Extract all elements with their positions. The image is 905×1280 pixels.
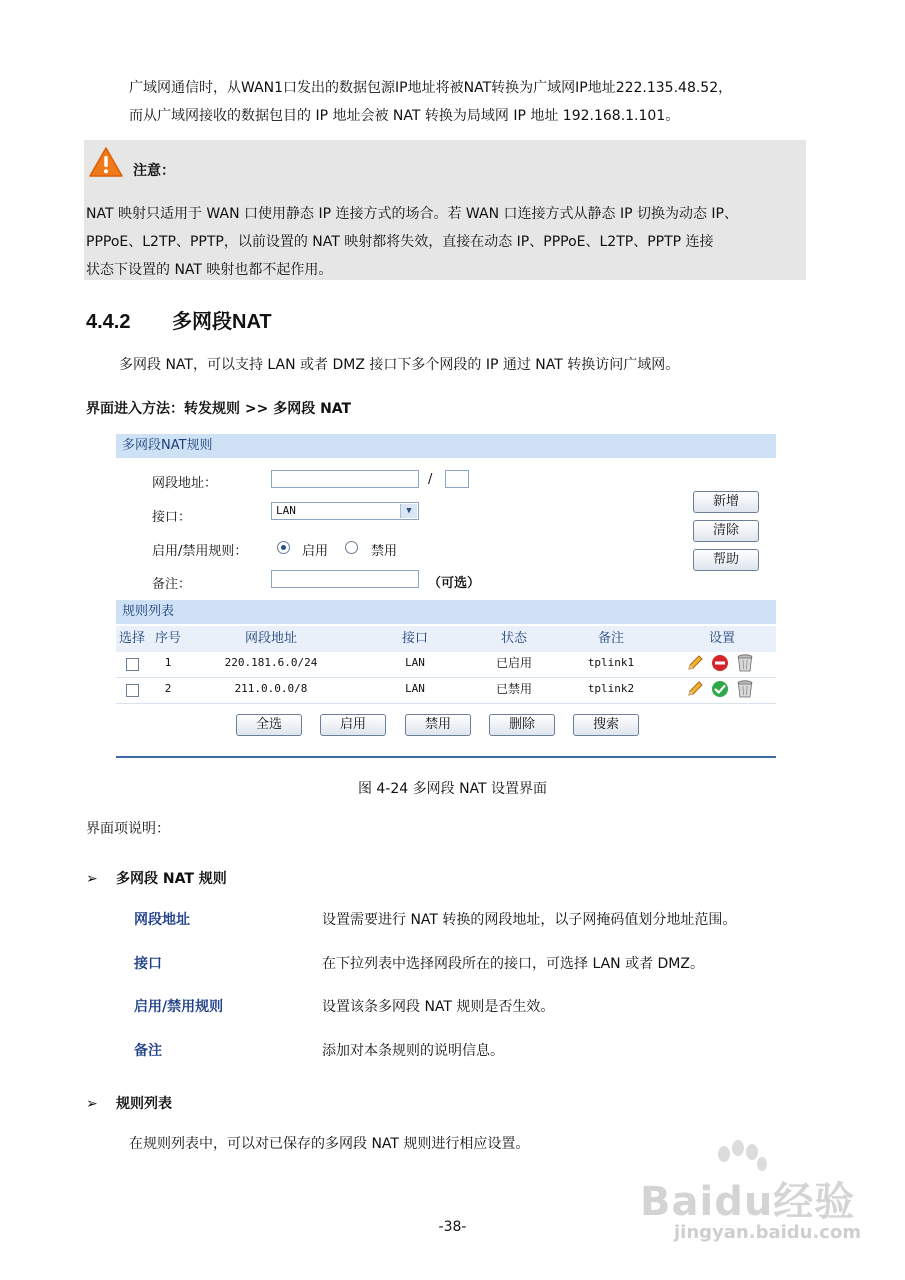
list-bar: 规则列表 [116,600,776,624]
help-button[interactable]: 帮助 [693,549,759,571]
segment-input[interactable] [271,470,419,488]
enable-check-icon[interactable] [711,680,729,698]
row-index: 1 [164,656,172,669]
remark-input[interactable] [271,570,419,588]
desc-enable: 设置该条多网段 NAT 规则是否生效。 [322,999,555,1015]
enable-button[interactable]: 启用 [320,714,386,736]
desc-remark: 添加对本条规则的说明信息。 [322,1043,504,1059]
delete-button[interactable]: 删除 [489,714,555,736]
row-segment: 220.181.6.0/24 [224,656,318,669]
explain-title: 界面项说明： [86,821,170,837]
note-line-2: PPPoE、L2TP、PPTP，以前设置的 NAT 映射都将失效，直接在动态 IP、PPPoE、L2TP、PPTP 连接 [86,234,714,250]
row-interface: LAN [405,656,425,669]
section-title: 多网段NAT [172,311,272,333]
row-interface: LAN [405,682,425,695]
optional-hint: （可选） [428,576,481,591]
watermark-brand: Baidu经验 [640,1179,856,1225]
column-header-remark: 备注 [597,631,624,646]
group-list-heading [86,1093,172,1113]
arrow-bullet-icon: ➢ [86,871,98,887]
column-header-interface: 接口 [401,631,428,646]
column-header-select: 选择 [118,631,145,646]
intro-line-1: 广域网通信时，从WAN1口发出的数据包源IP地址将被NAT转换为广域网IP地址222.135.48.52， [129,80,733,96]
chevron-down-icon[interactable]: ▼ [400,504,417,518]
group-rule-title: 多网段 NAT 规则 [116,871,227,887]
row-remark: tplink2 [587,682,635,695]
enable-option-label: 启用 [302,544,329,559]
add-button[interactable]: 新增 [693,491,759,513]
enable-label: 启用/禁用规则： [152,544,248,559]
disable-option-label: 禁用 [371,544,398,559]
panel-bottom-rule [116,756,776,758]
row-divider [116,703,776,704]
row-index: 2 [164,682,172,695]
clear-button[interactable]: 清除 [693,520,759,542]
term-segment: 网段地址 [134,912,190,928]
group-rule-heading [86,868,227,888]
enable-radio[interactable] [277,541,290,554]
desc-interface: 在下拉列表中选择网段所在的接口，可选择 LAN 或者 DMZ。 [322,956,704,972]
rule-bar: 多网段NAT规则 [116,434,776,458]
select-all-button[interactable]: 全选 [236,714,302,736]
warning-icon [88,146,124,178]
row-select-checkbox[interactable] [126,684,139,697]
section-description: 多网段 NAT，可以支持 LAN 或者 DMZ 接口下多个网段的 IP 通过 NAT 转换访问广域网。 [119,357,680,373]
desc-segment: 设置需要进行 NAT 转换的网段地址，以子网掩码值划分地址范围。 [322,912,737,928]
edit-pencil-icon[interactable] [686,654,704,672]
term-enable: 启用/禁用规则 [134,999,224,1015]
search-button[interactable]: 搜索 [573,714,639,736]
note-line-3: 状态下设置的 NAT 映射也都不起作用。 [86,262,333,278]
term-remark: 备注 [134,1043,162,1059]
column-header-segment: 网段地址 [244,631,297,646]
interface-select[interactable] [271,502,419,520]
navigation-path: 界面进入方法：转发规则 >> 多网段 NAT [86,401,352,417]
interface-selected-value: LAN [276,504,296,517]
row-status: 已禁用 [495,682,532,696]
remark-label: 备注： [152,577,192,592]
figure-caption: 图 4-24 多网段 NAT 设置界面 [357,781,548,797]
watermark-url: jingyan.baidu.com [674,1222,862,1243]
section-heading [86,305,272,334]
row-status: 已启用 [495,656,532,670]
interface-label: 接口： [152,510,192,525]
intro-line-2: 而从广域网接收的数据包目的 IP 地址会被 NAT 转换为局域网 IP 地址 192.168.1.101。 [129,108,680,124]
baidu-watermark [630,1140,870,1250]
group-list-title: 规则列表 [116,1096,172,1112]
group-list-description: 在规则列表中，可以对已保存的多网段 NAT 规则进行相应设置。 [129,1136,530,1152]
edit-pencil-icon[interactable] [686,680,704,698]
row-segment: 211.0.0.0/8 [234,682,308,695]
disable-button[interactable]: 禁用 [405,714,471,736]
note-title: 注意： [133,163,175,179]
segment-label: 网段地址： [152,476,218,491]
row-select-checkbox[interactable] [126,658,139,671]
column-header-status: 状态 [500,631,527,646]
note-text [86,200,808,284]
term-interface: 接口 [134,956,162,972]
arrow-bullet-icon: ➢ [86,1096,98,1112]
slash-separator: / [428,472,433,487]
column-header-settings: 设置 [708,631,735,646]
disable-icon[interactable] [711,654,729,672]
mask-input[interactable] [445,470,469,488]
section-number: 4.4.2 [86,311,131,333]
trash-icon[interactable] [736,679,754,699]
note-line-1: NAT 映射只适用于 WAN 口使用静态 IP 连接方式的场合。若 WAN 口连接方式从静态 IP 切换为动态 IP、 [86,206,738,222]
disable-radio[interactable] [345,541,358,554]
page-number: -38- [438,1219,467,1235]
trash-icon[interactable] [736,653,754,673]
row-remark: tplink1 [587,656,635,669]
column-header-index: 序号 [154,631,181,646]
